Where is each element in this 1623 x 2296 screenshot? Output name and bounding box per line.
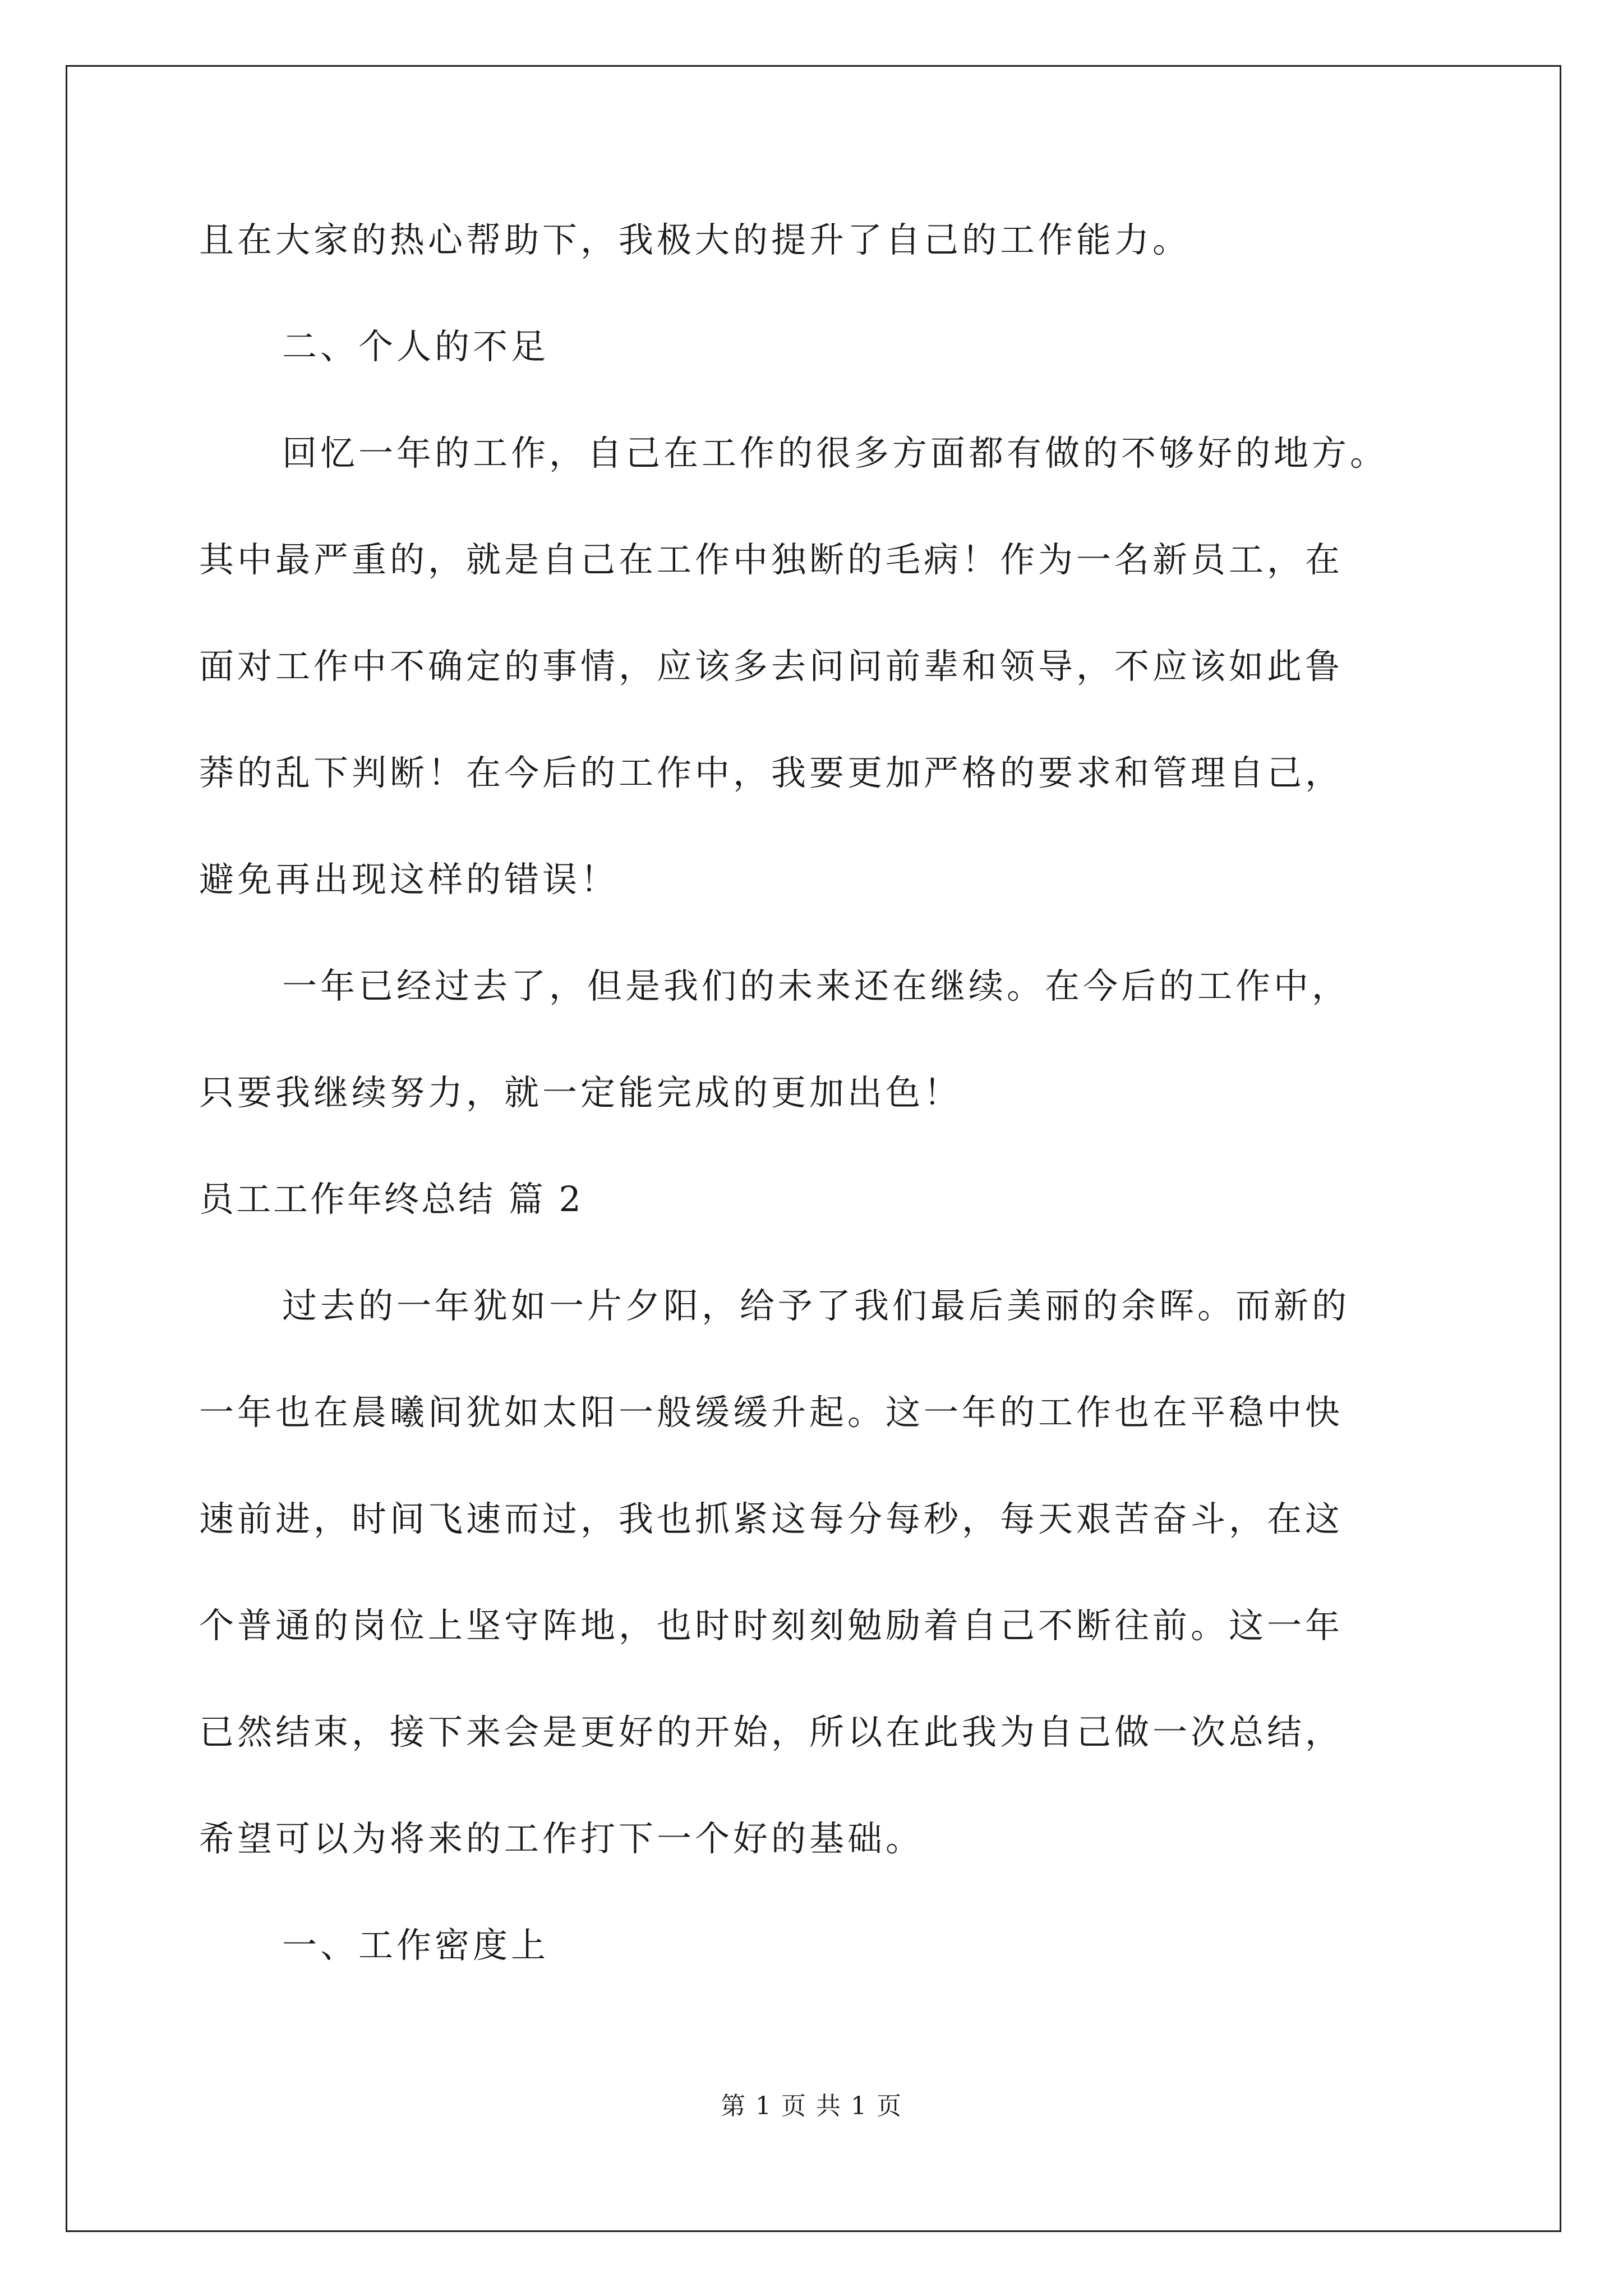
page-border bbox=[66, 65, 1561, 2232]
body-text-line: 避免再出现这样的错误！ bbox=[199, 859, 619, 900]
body-text-line: 面对工作中不确定的事情，应该多去问问前辈和领导，不应该如此鲁 bbox=[199, 646, 1344, 687]
body-text-line: 只要我继续努力，就一定能完成的更加出色！ bbox=[199, 1072, 962, 1113]
article-title: 员工工作年终总结 篇 2 bbox=[199, 1179, 583, 1220]
body-text-line: 莽的乱下判断！在今后的工作中，我要更加严格的要求和管理自己， bbox=[199, 752, 1344, 793]
body-text-line: 个普通的岗位上坚守阵地，也时时刻刻勉励着自己不断往前。这一年 bbox=[199, 1605, 1344, 1646]
body-text-line: 过去的一年犹如一片夕阳，给予了我们最后美丽的余晖。而新的 bbox=[282, 1285, 1350, 1326]
body-text-line: 回忆一年的工作，自己在工作的很多方面都有做的不够好的地方。 bbox=[282, 432, 1389, 473]
body-text-line: 其中最严重的，就是自己在工作中独断的毛病！作为一名新员工，在 bbox=[199, 539, 1344, 580]
section-heading: 二、个人的不足 bbox=[282, 326, 550, 367]
body-text-line: 希望可以为将来的工作打下一个好的基础。 bbox=[199, 1818, 924, 1859]
body-text-line: 且在大家的热心帮助下，我极大的提升了自己的工作能力。 bbox=[199, 219, 1191, 260]
page-footer: 第 1 页 共 1 页 bbox=[721, 2092, 902, 2120]
body-text-line: 一年已经过去了，但是我们的未来还在继续。在今后的工作中， bbox=[282, 965, 1350, 1006]
body-text-line: 一年也在晨曦间犹如太阳一般缓缓升起。这一年的工作也在平稳中快 bbox=[199, 1392, 1344, 1433]
section-heading: 一、工作密度上 bbox=[282, 1925, 550, 1966]
body-text-line: 已然结束，接下来会是更好的开始，所以在此我为自己做一次总结， bbox=[199, 1711, 1344, 1752]
body-text-line: 速前进，时间飞速而过，我也抓紧这每分每秒，每天艰苦奋斗，在这 bbox=[199, 1498, 1344, 1539]
